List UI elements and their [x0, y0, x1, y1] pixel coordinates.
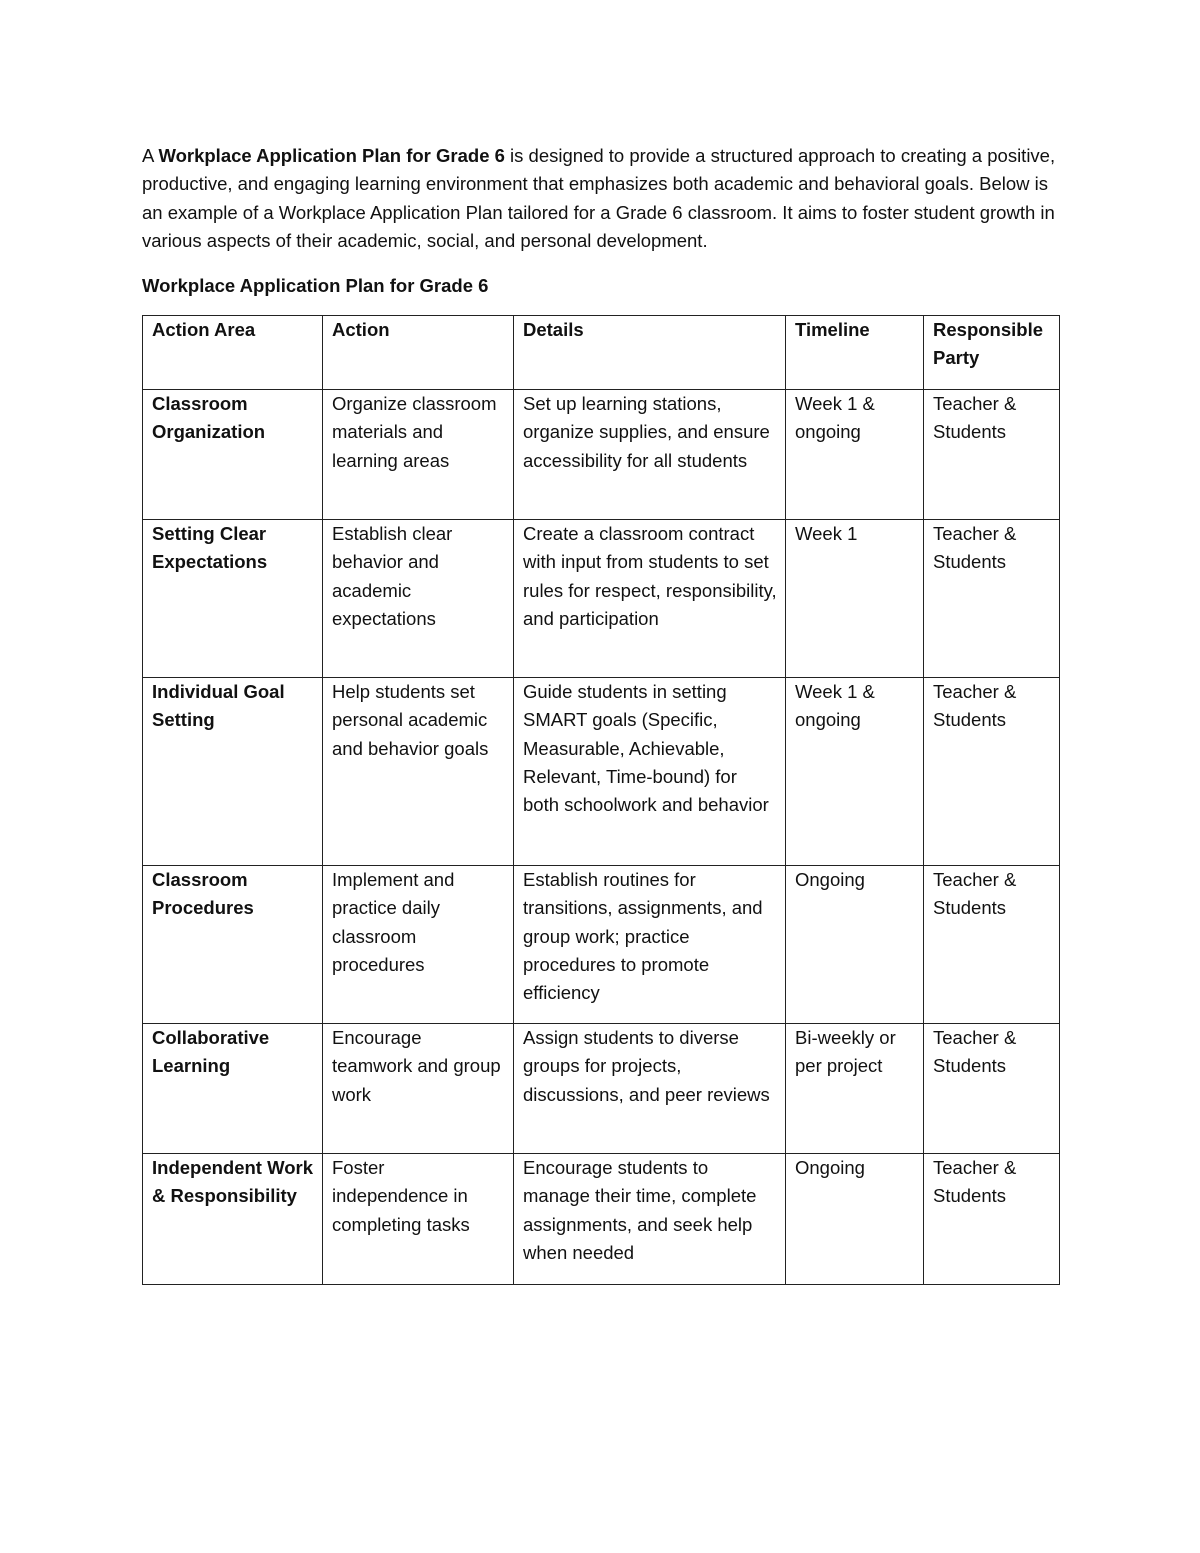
- header-responsible-party: Responsible Party: [924, 316, 1060, 390]
- cell-timeline: Week 1 & ongoing: [786, 390, 924, 520]
- cell-responsible-party: Teacher & Students: [924, 866, 1060, 1024]
- cell-responsible-party: Teacher & Students: [924, 390, 1060, 520]
- intro-prefix: A: [142, 145, 159, 166]
- cell-action: Help students set personal academic and behavior goals: [323, 678, 514, 866]
- cell-action: Establish clear behavior and academic expectations: [323, 520, 514, 678]
- plan-heading: Workplace Application Plan for Grade 6: [142, 275, 489, 296]
- cell-action: Implement and practice daily classroom procedures: [323, 866, 514, 1024]
- cell-details: Encourage students to manage their time, complete assignments, and seek help when needed: [514, 1154, 786, 1285]
- table-row: [143, 1024, 1060, 1154]
- table-row: [143, 520, 1060, 678]
- table-row: [143, 390, 1060, 520]
- cell-responsible-party: Teacher & Students: [924, 678, 1060, 866]
- table-header-row: [143, 316, 1060, 390]
- cell-action: Organize classroom materials and learning areas: [323, 390, 514, 520]
- cell-action: Encourage teamwork and group work: [323, 1024, 514, 1154]
- cell-timeline: Week 1 & ongoing: [786, 678, 924, 866]
- intro-paragraph: [142, 142, 1072, 255]
- intro-bold-title: Workplace Application Plan for Grade 6: [158, 145, 505, 166]
- cell-details: Establish routines for transitions, assignments, and group work; practice procedures to promote efficiency: [514, 866, 786, 1024]
- header-details: Details: [514, 316, 786, 390]
- cell-action-area: Collaborative Learning: [143, 1024, 323, 1154]
- cell-action-area: Setting Clear Expectations: [143, 520, 323, 678]
- header-timeline: Timeline: [786, 316, 924, 390]
- intro-text: is designed to provide a structured approach to creating a positive, productive, and engaging learning environment that emphasizes both academic and behavioral goals. Below is an example of a Workplace Application Plan tailored for a Grade 6 classroom. It aims to foster student growth in various aspects of their academic, social, and personal development.: [142, 145, 1056, 251]
- cell-responsible-party: Teacher & Students: [924, 520, 1060, 678]
- table-row: [143, 866, 1060, 1024]
- cell-action-area: Individual Goal Setting: [143, 678, 323, 866]
- cell-action-area: Independent Work & Responsibility: [143, 1154, 323, 1285]
- cell-timeline: Ongoing: [786, 1154, 924, 1285]
- cell-responsible-party: Teacher & Students: [924, 1154, 1060, 1285]
- table-row: [143, 678, 1060, 866]
- header-action-area: Action Area: [143, 316, 323, 390]
- table-row: [143, 1154, 1060, 1285]
- cell-action: Foster independence in completing tasks: [323, 1154, 514, 1285]
- cell-details: Assign students to diverse groups for projects, discussions, and peer reviews: [514, 1024, 786, 1154]
- cell-details: Set up learning stations, organize supplies, and ensure accessibility for all students: [514, 390, 786, 520]
- cell-timeline: Bi-weekly or per project: [786, 1024, 924, 1154]
- cell-action-area: Classroom Procedures: [143, 866, 323, 1024]
- plan-table: [142, 315, 1060, 1285]
- cell-details: Guide students in setting SMART goals (Specific, Measurable, Achievable, Relevant, Time-bound) for both schoolwork and behavior: [514, 678, 786, 866]
- header-action: Action: [323, 316, 514, 390]
- cell-action-area: Classroom Organization: [143, 390, 323, 520]
- cell-details: Create a classroom contract with input from students to set rules for respect, responsibility, and participation: [514, 520, 786, 678]
- cell-responsible-party: Teacher & Students: [924, 1024, 1060, 1154]
- cell-timeline: Ongoing: [786, 866, 924, 1024]
- cell-timeline: Week 1: [786, 520, 924, 678]
